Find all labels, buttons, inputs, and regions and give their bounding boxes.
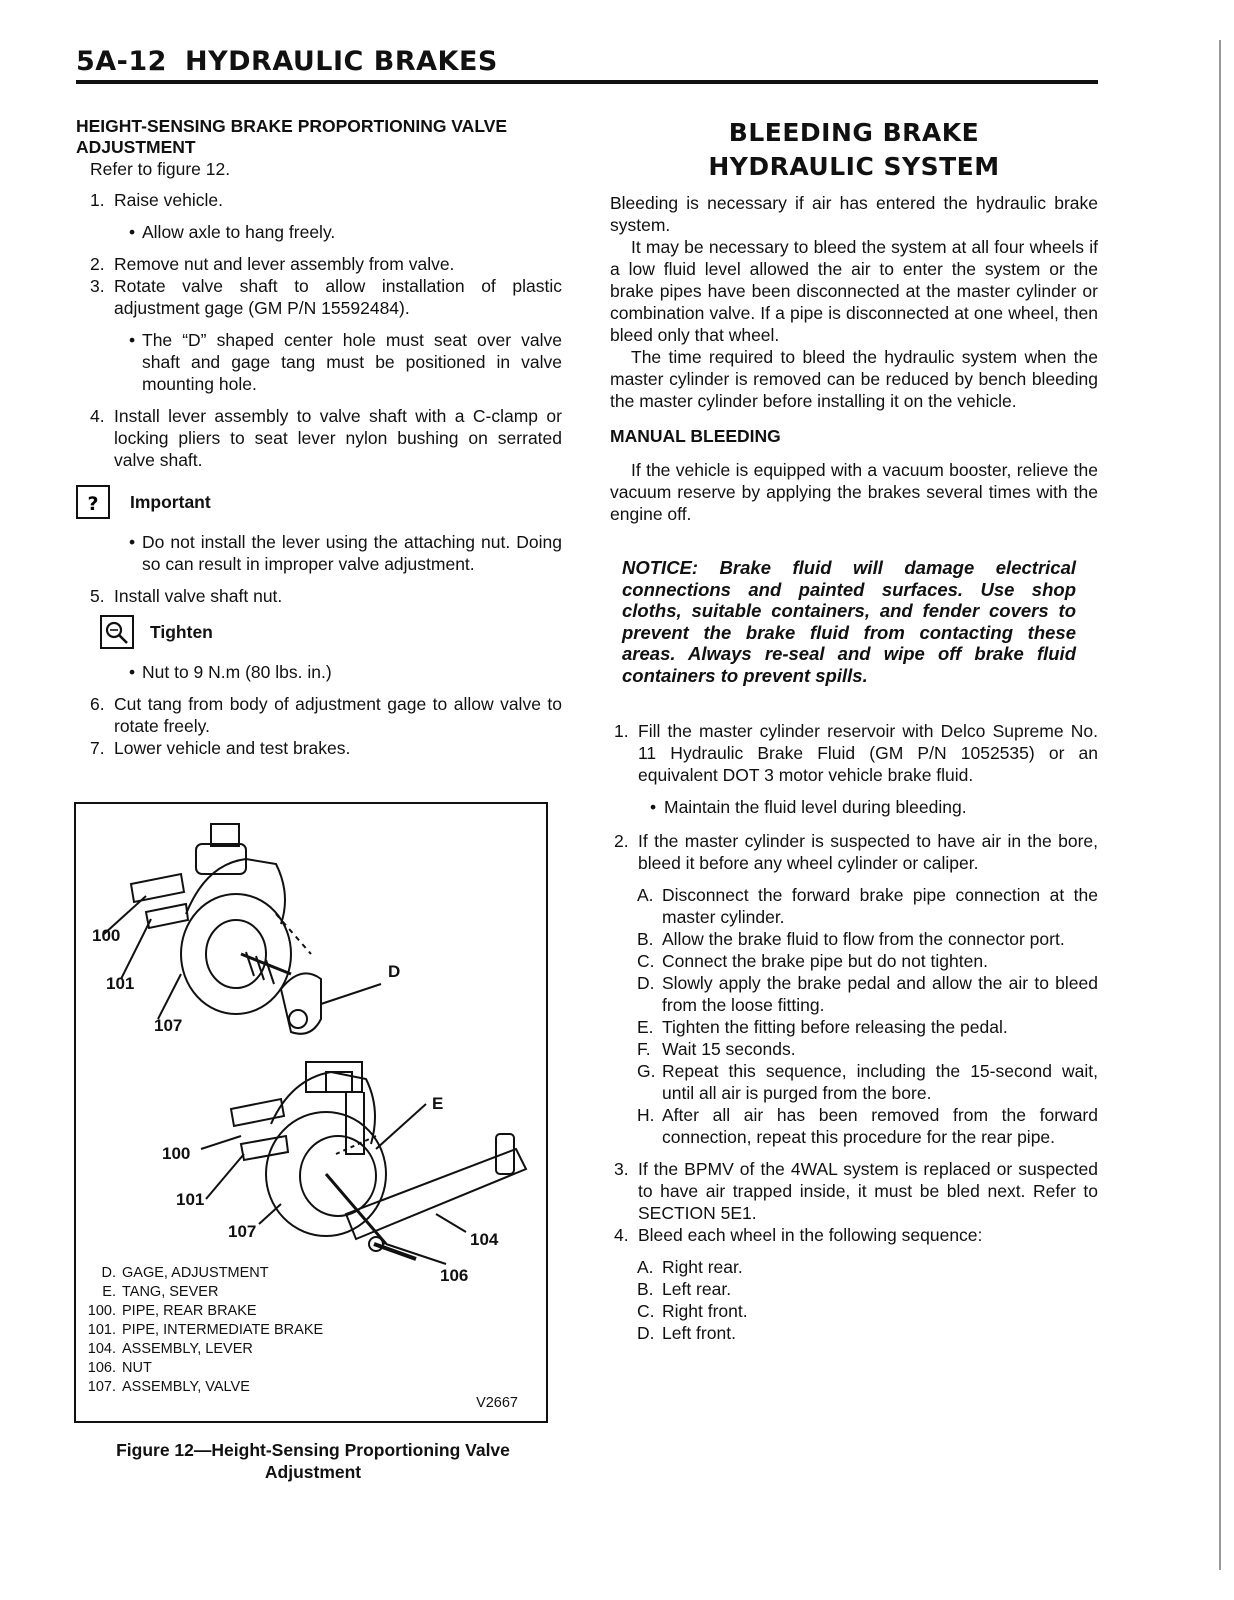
substep: A. Disconnect the forward brake pipe connection at the master cylinder. — [637, 885, 1098, 927]
step-3-bullet: • The “D” shaped center hole must seat over valve shaft and gage tang must be positioned in valve mounting hole. — [129, 330, 562, 394]
legend-row: 107. ASSEMBLY, VALVE — [87, 1379, 250, 1395]
bleed-step-1-bullet: • Maintain the fluid level during bleeding. — [650, 797, 967, 817]
sequence-item: A. Right rear. — [637, 1257, 743, 1277]
figure-legend — [82, 1264, 323, 1397]
section-title: HYDRAULIC BRAKES — [184, 46, 498, 77]
callout-D: D — [388, 962, 401, 981]
notice-block: NOTICE: Brake fluid will damage electrical connections and painted surfaces. Use shop cloths, suitable containers, and fender covers to prevent the brake fluid from contacting these areas. Always re-seal and wipe off brake fluid containers to prevent spills. — [622, 557, 1076, 686]
substep: C. Connect the brake pipe but do not tighten. — [637, 951, 988, 971]
important-label: Important — [130, 491, 211, 512]
callout-107-upper: 107 — [154, 1016, 183, 1035]
sequence-item: D. Left front. — [637, 1323, 736, 1343]
svg-text:?: ? — [87, 493, 99, 515]
section-number: 5A-12 — [76, 46, 167, 77]
sequence-item: B. Left rear. — [637, 1279, 732, 1299]
sequence-item: C. Right front. — [637, 1301, 748, 1321]
intro-paragraph-1: Bleeding is necessary if air has entered the hydraulic brake system. — [610, 193, 1098, 235]
substep: B. Allow the brake fluid to flow from the connector port. — [637, 929, 1065, 949]
right-column — [610, 116, 1098, 1344]
callout-E: E — [432, 1094, 444, 1113]
figure-id: V2667 — [476, 1395, 518, 1411]
step-2: 2. Remove nut and lever assembly from valve. — [90, 254, 455, 274]
tighten-label: Tighten — [150, 621, 213, 642]
manual-bleeding-heading: MANUAL BLEEDING — [610, 426, 781, 446]
substep: D. Slowly apply the brake pedal and allow the air to bleed from the loose fitting. — [637, 973, 1098, 1015]
legend-row: E. TANG, SEVER — [102, 1284, 219, 1300]
legend-row: 106. NUT — [87, 1360, 152, 1376]
manual-paragraph: If the vehicle is equipped with a vacuum booster, relieve the vacuum reserve by applying the brakes several times with the engine off. — [610, 460, 1098, 524]
bleed-step-1: 1. Fill the master cylinder reservoir with Delco Supreme No. 11 Hydraulic Brake Fluid (GM P/N 1052535) or an equivalent DOT 3 motor vehicle brake fluid. — [614, 721, 1098, 785]
intro-paragraph-3: The time required to bleed the hydraulic system when the master cylinder is removed can be reduced by bench bleeding the master cylinder before installing it on the vehicle. — [610, 347, 1098, 411]
step-1-bullet: • Allow axle to hang freely. — [129, 222, 336, 242]
bleed-sequence — [610, 1256, 1098, 1344]
important-callout — [76, 485, 562, 519]
important-bullet: • Do not install the lever using the attaching nut. Doing so can result in improper valve adjustment. — [129, 532, 562, 574]
intro-paragraph-2: It may be necessary to bleed the system at all four wheels if a low fluid level allowed the air to enter the system or the brake pipes have been disconnected at the master cylinder or combination valve. If a pipe is disconnected at one wheel, then bleed only that wheel. — [610, 237, 1098, 345]
bleed-step-2-substeps — [610, 884, 1098, 1148]
valve-adjustment-heading: HEIGHT-SENSING BRAKE PROPORTIONING VALVE ADJUSTMENT — [76, 116, 508, 157]
legend-row: 104. ASSEMBLY, LEVER — [87, 1341, 253, 1357]
callout-100-lower: 100 — [162, 1144, 191, 1163]
substep: E. Tighten the fitting before releasing the pedal. — [637, 1017, 1008, 1037]
callout-101-upper: 101 — [106, 974, 135, 993]
step-6: 6. Cut tang from body of adjustment gage to allow valve to rotate freely. — [90, 694, 562, 736]
header-rule — [76, 80, 1098, 84]
callout-101-lower: 101 — [176, 1190, 205, 1209]
legend-row: 100. PIPE, REAR BRAKE — [87, 1303, 257, 1319]
bleed-step-2: 2. If the master cylinder is suspected to have air in the bore, bleed it before any wheel cylinder or caliper. — [614, 831, 1098, 873]
left-column — [76, 116, 562, 759]
bleeding-title — [610, 116, 1098, 184]
torque-wrench-icon — [100, 615, 134, 649]
step-7: 7. Lower vehicle and test brakes. — [90, 738, 351, 758]
bleed-step-3: 3. If the BPMV of the 4WAL system is replaced or suspected to have air trapped inside, it must be bled next. Refer to SECTION 5E1. — [614, 1159, 1098, 1223]
tighten-callout — [100, 615, 562, 649]
figure-caption: Figure 12—Height-Sensing Proportioning Valve Adjustment — [116, 1440, 510, 1482]
page-edge — [1219, 40, 1221, 1570]
substep: H. After all air has been removed from the forward connection, repeat this procedure for the rear pipe. — [637, 1105, 1098, 1147]
step-4: 4. Install lever assembly to valve shaft with a C-clamp or locking pliers to seat lever nylon bushing on serrated valve shaft. — [90, 406, 562, 470]
bleeding-title-line1: BLEEDING BRAKE — [728, 118, 980, 147]
step-1: 1. Raise vehicle. — [90, 190, 223, 210]
callout-107-lower: 107 — [228, 1222, 257, 1241]
important-icon — [76, 485, 110, 519]
callout-106: 106 — [440, 1266, 469, 1285]
page-header — [76, 46, 498, 77]
legend-row: D. GAGE, ADJUSTMENT — [101, 1265, 269, 1281]
figure-12 — [74, 802, 548, 1423]
legend-row: 101. PIPE, INTERMEDIATE BRAKE — [87, 1322, 324, 1338]
refer-text: Refer to figure 12. — [90, 159, 231, 179]
substep: G. Repeat this sequence, including the 15-second wait, until all air is purged from the bore. — [637, 1061, 1098, 1103]
tighten-bullet: • Nut to 9 N.m (80 lbs. in.) — [129, 662, 332, 682]
bleeding-title-line2: HYDRAULIC SYSTEM — [708, 152, 1000, 181]
callout-100-upper: 100 — [92, 926, 121, 945]
step-3: 3. Rotate valve shaft to allow installation of plastic adjustment gage (GM P/N 15592484). — [90, 276, 562, 318]
callout-104: 104 — [470, 1230, 499, 1249]
substep: F. Wait 15 seconds. — [637, 1039, 796, 1059]
step-5: 5. Install valve shaft nut. — [90, 586, 283, 606]
bleed-step-4: 4. Bleed each wheel in the following sequence: — [614, 1225, 983, 1245]
